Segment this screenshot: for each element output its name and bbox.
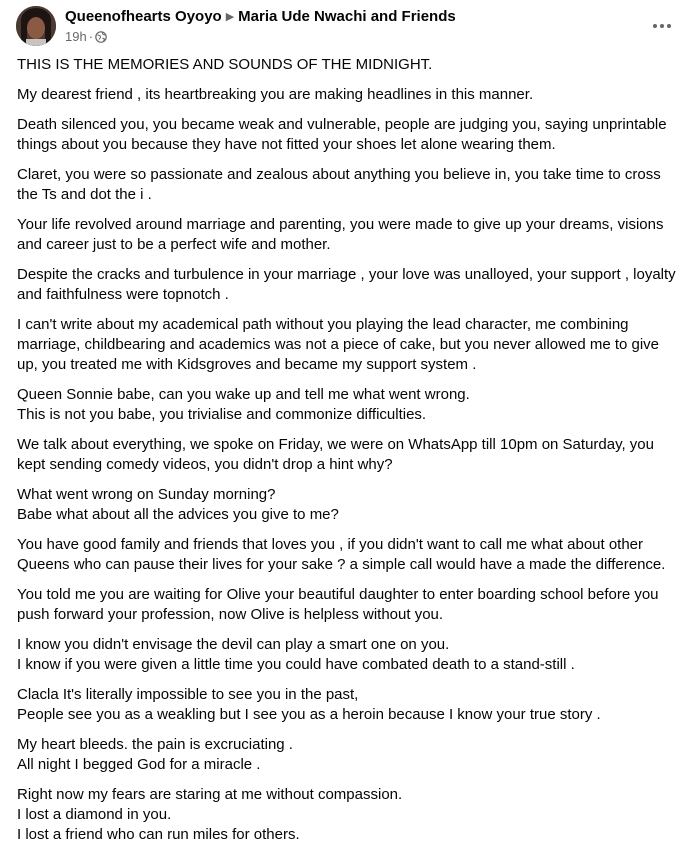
post-paragraph bbox=[17, 115, 677, 155]
triangle-right-icon: ▶ bbox=[225, 11, 235, 23]
post-text-line: All night I begged God for a miracle . bbox=[17, 756, 261, 773]
post-text-line: Right now my fears are staring at me without compassion. bbox=[17, 786, 403, 803]
post-paragraph bbox=[17, 435, 677, 475]
post-text-line: Death silenced you, you became weak and vulnerable, people are judging you, saying unprintable things about you because they have not fitted your shoes let alone wearing them. bbox=[17, 116, 667, 153]
post-header bbox=[16, 6, 678, 50]
post-paragraph bbox=[17, 535, 677, 575]
post-paragraph bbox=[17, 385, 677, 425]
post-body bbox=[17, 55, 677, 855]
post-paragraph bbox=[17, 265, 677, 305]
post-paragraph bbox=[17, 735, 677, 775]
post-paragraph bbox=[17, 55, 677, 75]
post-text-line: Claret, you were so passionate and zealous about anything you believe in, you take time to cross the Ts and dot the i . bbox=[17, 166, 661, 203]
post-text-line: I lost a diamond in you. bbox=[17, 806, 172, 823]
post-paragraph bbox=[17, 215, 677, 255]
post-text-line: Clacla It's literally impossible to see you in the past, bbox=[17, 686, 359, 703]
post-text-line: What went wrong on Sunday morning? bbox=[17, 486, 276, 503]
post-paragraph bbox=[17, 685, 677, 725]
post-meta bbox=[65, 29, 107, 46]
post-text-line: Babe what about all the advices you give to me? bbox=[17, 506, 339, 523]
post-text-line: Despite the cracks and turbulence in your marriage , your love was unalloyed, your support , loyalty and faithfulness were topnotch . bbox=[17, 266, 676, 303]
post-title bbox=[65, 8, 456, 25]
post-text-line: You have good family and friends that loves you , if you didn't want to call me what about other Queens who can pause their lives for your sake ? a simple call would have a made the difference. bbox=[17, 536, 666, 573]
post-paragraph bbox=[17, 635, 677, 675]
post-text-line: My heart bleeds. the pain is excruciating . bbox=[17, 736, 293, 753]
post-paragraph bbox=[17, 315, 677, 375]
post-paragraph bbox=[17, 85, 677, 105]
post-text-line: We talk about everything, we spoke on Friday, we were on WhatsApp till 10pm on Saturday, you kept sending comedy videos, you didn't drop a hint why? bbox=[17, 436, 654, 473]
meta-separator: · bbox=[88, 29, 94, 44]
avatar-image bbox=[16, 6, 56, 46]
group-name[interactable]: Maria Ude Nwachi and Friends bbox=[238, 8, 456, 25]
post-paragraph bbox=[17, 485, 677, 525]
post-paragraph bbox=[17, 165, 677, 205]
post-text-line: This is not you babe, you trivialise and commonize difficulties. bbox=[17, 406, 427, 423]
post-text-line: Queen Sonnie babe, can you wake up and tell me what went wrong. bbox=[17, 386, 470, 403]
post-paragraph bbox=[17, 585, 677, 625]
post-text-line: THIS IS THE MEMORIES AND SOUNDS OF THE MIDNIGHT. bbox=[17, 56, 433, 73]
post-text-line: My dearest friend , its heartbreaking you are making headlines in this manner. bbox=[17, 86, 534, 103]
author-name[interactable]: Queenofhearts Oyoyo bbox=[65, 8, 222, 25]
post-text-line: People see you as a weakling but I see you as a heroin because I know your true story . bbox=[17, 706, 601, 723]
author-avatar[interactable] bbox=[16, 6, 56, 46]
post-time[interactable]: 19h bbox=[65, 29, 87, 44]
post-text-line: You told me you are waiting for Olive your beautiful daughter to enter boarding school before you push forward your profession, now Olive is helpless without you. bbox=[17, 586, 659, 623]
post-paragraph bbox=[17, 785, 677, 845]
globe-icon[interactable] bbox=[95, 31, 107, 46]
post-text-line: I know you didn't envisage the devil can play a smart one on you. bbox=[17, 636, 450, 653]
post-text-line: I can't write about my academical path without you playing the lead character, me combining marriage, childbearing and academics was not a piece of cake, but you never allowed me to give up, you treated me with Kidsgroves and became my support system . bbox=[17, 316, 660, 373]
post-text-line: I know if you were given a little time you could have combated death to a stand-still . bbox=[17, 656, 575, 673]
more-options-icon[interactable] bbox=[646, 14, 678, 38]
post-text-line: I lost a friend who can run miles for others. bbox=[17, 826, 300, 843]
post-text-line: Your life revolved around marriage and parenting, you were made to give up your dreams, visions and career just to be a perfect wife and mother. bbox=[17, 216, 664, 253]
